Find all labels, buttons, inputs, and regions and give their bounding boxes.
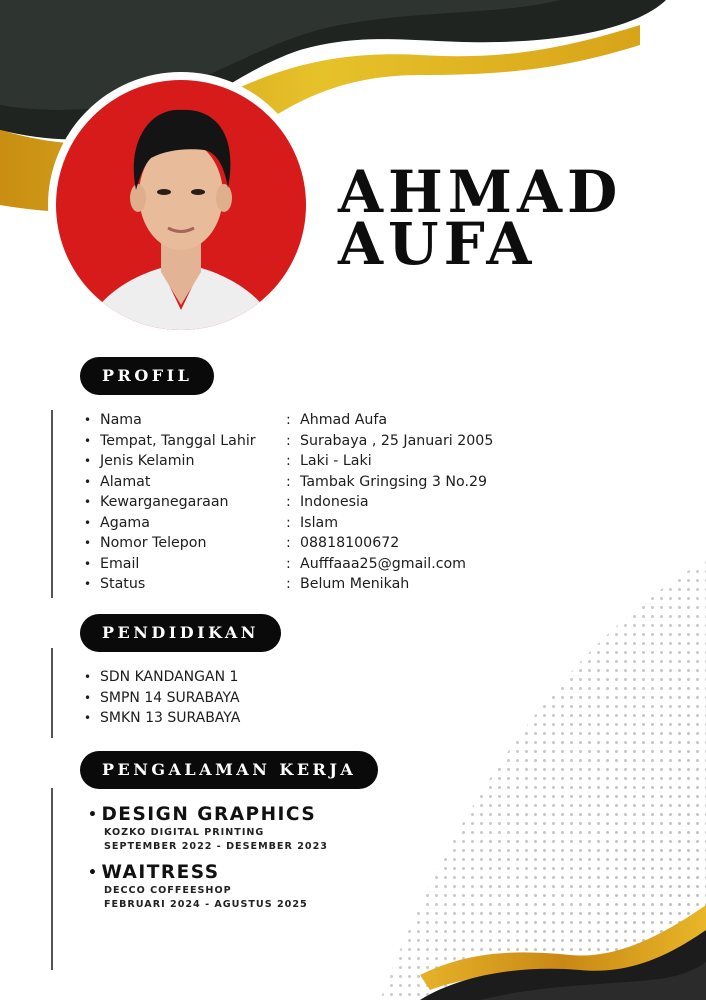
job-title-row xyxy=(88,804,328,826)
profile-label: Nomor Telepon xyxy=(100,535,207,552)
profile-row-email xyxy=(84,554,493,575)
section-title-pengalaman-kerja: PENGALAMAN KERJA xyxy=(80,751,378,789)
education-school: SMPN 14 SURABAYA xyxy=(100,689,240,706)
profile-row-agama xyxy=(84,513,493,534)
profile-label: Tempat, Tanggal Lahir xyxy=(100,432,256,449)
education-list xyxy=(84,667,240,729)
job-period: FEBRUARI 2024 - AGUSTUS 2025 xyxy=(104,899,308,910)
bullet-icon: • xyxy=(84,515,92,530)
bullet-icon: • xyxy=(84,577,92,592)
job-entry xyxy=(88,862,308,912)
profile-row-kewarganegaraan xyxy=(84,492,493,513)
profile-colon: : xyxy=(286,412,291,429)
job-title: DESIGN GRAPHICS xyxy=(101,804,317,825)
education-item xyxy=(84,708,240,729)
bullet-icon: • xyxy=(84,690,92,705)
profile-label: Email xyxy=(100,555,140,572)
job-company: DECCO COFFEESHOP xyxy=(104,885,232,896)
bullet-icon: • xyxy=(84,495,92,510)
divider-line xyxy=(51,648,53,738)
profile-value: Laki - Laki xyxy=(300,453,372,470)
job-company: KOZKO DIGITAL PRINTING xyxy=(104,827,265,838)
first-name: AHMAD xyxy=(338,158,623,226)
divider-line xyxy=(51,410,53,598)
education-school: SMKN 13 SURABAYA xyxy=(100,710,241,727)
job-period: SEPTEMBER 2022 - DESEMBER 2023 xyxy=(104,841,328,852)
bullet-icon: • xyxy=(84,536,92,551)
bullet-icon: • xyxy=(84,413,92,428)
profile-row-status xyxy=(84,574,493,595)
profile-colon: : xyxy=(286,453,291,470)
profile-label: Kewarganegaraan xyxy=(100,494,229,511)
profile-value: Aufffaaa25@gmail.com xyxy=(300,555,467,572)
profile-list xyxy=(84,410,493,595)
education-school: SDN KANDANGAN 1 xyxy=(100,669,239,686)
profile-row-alamat xyxy=(84,472,493,493)
bullet-icon: • xyxy=(84,474,92,489)
profile-label: Jenis Kelamin xyxy=(100,453,195,470)
portrait-figure xyxy=(56,80,306,330)
last-name: AUFA xyxy=(338,210,537,278)
job-title-row xyxy=(88,862,308,884)
profile-row-jenis-kelamin xyxy=(84,451,493,472)
education-item xyxy=(84,688,240,709)
profile-row-telepon xyxy=(84,533,493,554)
profile-value: Indonesia xyxy=(300,494,369,511)
section-title-profil: PROFIL xyxy=(80,357,214,395)
profile-value: Islam xyxy=(300,514,339,531)
profile-label: Agama xyxy=(100,514,150,531)
profile-colon: : xyxy=(286,494,291,511)
profile-value: 08818100672 xyxy=(300,535,400,552)
profile-label: Nama xyxy=(100,412,142,429)
profile-label: Alamat xyxy=(100,473,151,490)
bullet-icon: • xyxy=(84,670,92,685)
job-entry xyxy=(88,804,328,854)
profile-row-nama xyxy=(84,410,493,431)
profile-value: Ahmad Aufa xyxy=(300,412,388,429)
profile-colon: : xyxy=(286,514,291,531)
divider-line xyxy=(51,788,53,970)
profile-colon: : xyxy=(286,535,291,552)
profile-colon: : xyxy=(286,473,291,490)
bullet-icon: • xyxy=(84,556,92,571)
section-title-pendidikan: PENDIDIKAN xyxy=(80,614,281,652)
bullet-icon: • xyxy=(84,454,92,469)
education-item xyxy=(84,667,240,688)
profile-label: Status xyxy=(100,576,146,593)
name-heading xyxy=(338,158,623,278)
profile-photo-frame xyxy=(48,72,314,338)
bullet-icon: • xyxy=(88,865,99,881)
job-title: WAITRESS xyxy=(101,862,220,883)
profile-colon: : xyxy=(286,432,291,449)
profile-colon: : xyxy=(286,576,291,593)
bullet-icon: • xyxy=(84,711,92,726)
profile-value: Tambak Gringsing 3 No.29 xyxy=(300,473,488,490)
profile-photo xyxy=(56,80,306,330)
profile-colon: : xyxy=(286,555,291,572)
profile-value: Surabaya , 25 Januari 2005 xyxy=(300,432,494,449)
bullet-icon: • xyxy=(84,433,92,448)
profile-row-ttl xyxy=(84,431,493,452)
profile-value: Belum Menikah xyxy=(300,576,410,593)
bullet-icon: • xyxy=(88,807,99,823)
